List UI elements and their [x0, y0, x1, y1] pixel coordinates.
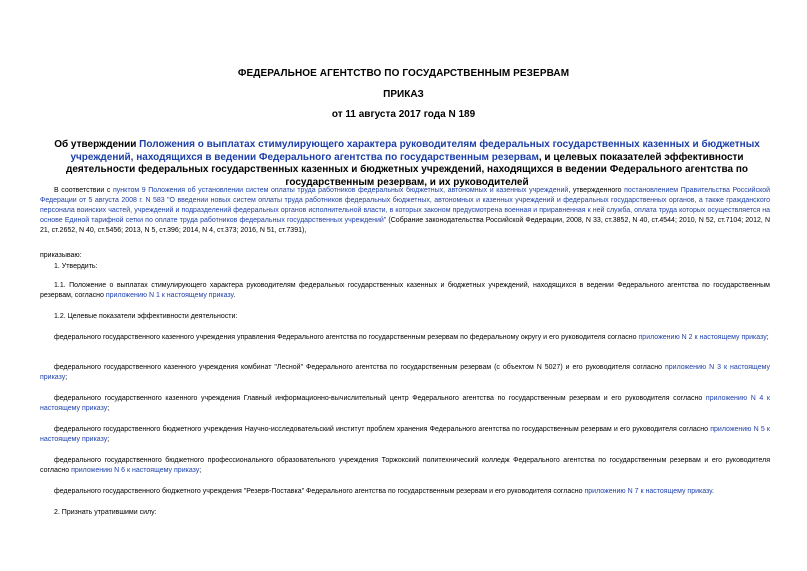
item-1-1-period: . — [233, 292, 236, 299]
target-5-text: федерального государственного бюджетного учреждения Научно-исследовательский институт проблем хранения Федерального агентства по государственным резервам и его руководителя согласно — [54, 426, 711, 433]
target-3-semicolon: ; — [65, 374, 68, 381]
target-4-text: федерального государственного казенного учреждения Главный информационно-вычислительный центр Федерального агентства по государственным резервам и его руководителя согласно — [54, 395, 706, 402]
preamble-text-2: , утвержденного — [568, 187, 625, 194]
target-item-4 — [40, 394, 770, 414]
target-6-text: федерального государственного бюджетного профессионального образовательного учреждения Торжокский политехнический колледж Федерального агентства по государственным резервам и его руководителя согласно — [40, 457, 770, 474]
appendix-4-link[interactable]: приложению N 4 к настоящему приказу — [40, 395, 770, 412]
preamble-text-3: (Собрание законодательства Российской Федерации, 2008, N 33, ст.3852, N 40, ст.4544; 2010, N 52, ст.7104; 2012, N 21, ст.2652, N 40, ст.5456; 2013, N 5, ст.396; 2014, N 4, ст.373; 2016, N 51, ст.7391), — [40, 217, 771, 234]
agency-name: ФЕДЕРАЛЬНОЕ АГЕНТСТВО ПО ГОСУДАРСТВЕННЫМ РЕЗЕРВАМ — [237, 68, 570, 79]
target-2-text: федерального государственного казенного учреждения управления Федерального агентства по государственным резервам по федеральному округу и его руководителя согласно — [54, 334, 639, 341]
appendix-5-link[interactable]: приложению N 5 к настоящему приказу — [40, 426, 770, 443]
preamble-link-decree-583[interactable]: постановлением Правительства Российской Федерации от 5 августа 2008 г. N 583 "О введении новых систем оплаты труда работников федеральных бюджетных, автономных и казенных учреждений и федеральных государственных органов, а также гражданского персонала воинских частей, учреждений и подразделений федеральных органов исполнительной власти, в которых законом предусмотрена военная и приравненная к ней служба, оплата труда которых осуществляется на основе Единой тарифной сетки по оплате труда работников федеральных государственных учреждений" — [40, 187, 771, 224]
target-item-7 — [40, 487, 770, 497]
appendix-2-link[interactable]: приложению N 2 к настоящему приказу — [638, 334, 767, 341]
order-item-1: 1. Утвердить: — [54, 263, 98, 270]
target-item-6 — [40, 456, 770, 476]
order-prikazyvayu: приказываю: — [40, 252, 82, 259]
target-4-semicolon: ; — [107, 405, 110, 412]
order-date: от 11 августа 2017 года N 189 — [331, 109, 476, 120]
appendix-3-link[interactable]: приложению N 3 к настоящему приказу — [40, 364, 770, 381]
title-prefix: Об утверждении — [54, 139, 140, 150]
target-item-5 — [40, 425, 770, 445]
preamble-text-1: В соответствии с — [54, 187, 114, 194]
target-3-text: федерального государственного казенного учреждения комбинат "Лесной" Федерального агентства по государственным резервам (с объектом N 5027) и его руководителя согласно — [54, 364, 665, 371]
order-item-1-1 — [40, 281, 770, 301]
title-regulation-link[interactable]: Положения о выплатах стимулирующего характера руководителям федеральных государственных казенных и бюджетных учреждений, находящихся в ведении Федерального агентства по государственным резервам — [70, 139, 760, 163]
target-6-semicolon: ; — [199, 467, 202, 474]
order-heading: ПРИКАЗ — [383, 89, 424, 100]
preamble-link-clause-9[interactable]: пунктом 9 Положения об установлении систем оплаты труда работников федеральных бюджетных, автономных и казенных учреждений — [113, 187, 569, 194]
target-item-2 — [40, 333, 770, 343]
preamble-paragraph — [40, 186, 770, 236]
appendix-1-link[interactable]: приложению N 1 к настоящему приказу — [105, 292, 234, 299]
appendix-7-link[interactable]: приложению N 7 к настоящему приказу — [584, 488, 712, 495]
target-7-text: федерального государственного бюджетного учреждения "Резерв-Поставка" Федерального агентства по государственным резервам и его руководителя согласно — [54, 488, 585, 495]
document-title — [48, 139, 766, 189]
order-item-1-2: 1.2. Целевые показатели эффективности деятельности: — [54, 313, 238, 320]
target-item-3 — [40, 363, 770, 383]
title-suffix: , и целевых показателей эффективности деятельности федеральных государственных казенных и бюджетных учреждений, находящихся в ведении Федерального агентства по государственным резервам, и их руководителей — [65, 151, 749, 188]
target-5-semicolon: ; — [107, 436, 110, 443]
order-item-2: 2. Признать утратившими силу: — [54, 509, 157, 516]
target-2-semicolon: ; — [766, 334, 769, 341]
target-7-period: . — [711, 488, 714, 495]
item-1-1-text: 1.1. Положение о выплатах стимулирующего характера руководителям федеральных государственных казенных и бюджетных учреждений, находящихся в ведении Федерального агентства по государственным резервам, согласно — [40, 282, 770, 299]
appendix-6-link[interactable]: приложению N 6 к настоящему приказу — [71, 467, 200, 474]
